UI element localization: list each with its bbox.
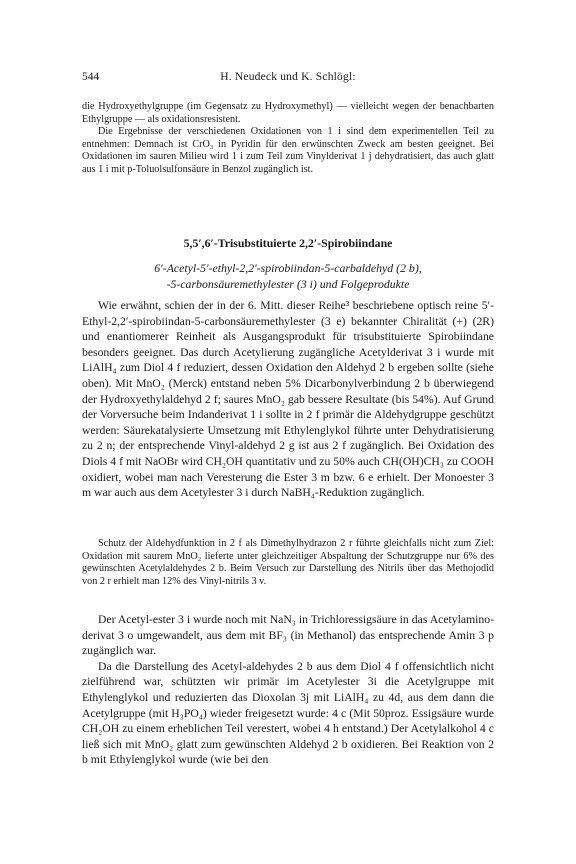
body-paragraph: Da die Darstellung des Acetyl-aldehydes 2 b aus dem Diol 4 f offensichtlich nicht zielführend war, schützten wir primär im Acetylester 3i die Acetylgruppe mit Ethylenglykol und reduzierten das Dioxolan 3j mit LiAlH₄ zu 4d, aus dem dann die Acetylgruppe (mit H₃PO₄) wieder freigesetzt wurde: 4 c (Mit 50proz. Essigsäure wurde CH₂OH zu einem erheblichen Teil verestert, wobei 4 h entstand.) Der Acetylalkohol 4 c ließ sich mit MnO₂ glatt zum gewünschten Aldehyd 2 b oxidieren. Bei Reaktion von 2 b mit Ethylenglykol wurde (wie bei den [82, 659, 494, 767]
note-paragraph: Schutz der Aldehydfunktion in 2 f als Dimethylhydrazon 2 r führte gleichfalls nicht zum Ziel: Oxidation mit saurem MnO₂ lieferte unter gleichzeitiger Abspaltung der Schutzgruppe nur 6% des gewünschten Acetylaldehydes 2 b. Beim Versuch zur Darstellung des Nitrils über das Methojodid von 2 r erhielt man 12% des Vinyl-nitrils 3 v. [82, 538, 494, 587]
section-title: 5,5′,6′-Trisubstituierte 2,2′-Spirobiindane [183, 236, 393, 250]
intro-paragraph: Die Ergebnisse der verschiedenen Oxidationen von 1 i sind dem experimentellen Teil zu entnehmen: Demnach ist CrO₃ in Pyridin für den erwünschten Zweck am besten geeignet. Bei Oxidationen im sauren Milieu wird 1 i zum Teil zum Vinylderivat 1 j dehydratisiert, das auch glatt aus 1 i mit p-Toluolsulfonsäure in Benzol zugänglich ist. [82, 126, 494, 175]
body-paragraph: Der Acetyl-ester 3 i wurde noch mit NaN₃ in Trichloressigsäure in das Acetylamino-derivat 3 o umgewandelt, aus dem mit BF₃ (in Methanol) das entsprechende Amin 3 p zugänglich war. [82, 613, 494, 658]
intro-text [82, 101, 494, 177]
main-text [82, 298, 494, 501]
page-header [82, 71, 494, 87]
small-print-note [82, 538, 494, 588]
main-paragraph: Wie erwähnt, schien der in der 6. Mitt. dieser Reihe³ beschriebene optisch reine 5′-Ethyl-2,2′-spirobiindan-5-carbonsäuremethylester (3 e) bekannter Chiralität (+) (2R) und enantiomerer Reinheit als Ausgangsprodukt für trisubstituierte Spirobiindane besonders geeignet. Das durch Acetylierung zugängliche Acetylderivat 3 i wurde mit LiAlH₄ zum Diol 4 f reduziert, dessen Oxidation den Aldehyd 2 b ergeben sollte (siehe oben). Mit MnO₂ (Merck) entstand neben 5% Dicarbonylverbindung 2 b überwiegend der Hydroxyethylaldehyd 2 f; saures MnO₂ gab bessere Resultate (bis 54%). Auf Grund der Vorversuche beim Indanderivat 1 i sollte in 2 f primär die Aldehydgruppe geschützt werden: Säurekatalysierte Umsetzung mit Ethylenglykol führte unter Dehydratisierung zu 2 n; der entsprechende Vinyl-aldehyd 2 g ist aus 2 f zugänglich. Bei Oxidation des Diols 4 f mit NaOBr wird CH₂OH quantitativ und zu 50% auch CH(OH)CH₃ zu COOH oxidiert, wobei man nach Veresterung die Ester 3 m bzw. 6 e erhielt. Der Monoester 3 m war auch aus dem Acetylester 3 i durch NaBH₄-Reduktion zugänglich. [82, 299, 494, 500]
subtitle-line: 6′-Acetyl-5′-ethyl-2,2′-spirobiindan-5-carbaldehyd (2 b), [154, 261, 422, 275]
page-number: 544 [82, 71, 100, 83]
subtitle-line: -5-carbonsäuremethylester (3 i) und Folgeprodukte [166, 276, 410, 291]
intro-paragraph: die Hydroxyethylgruppe (im Gegensatz zu Hydroxymethyl) — vielleicht wegen der benachbarten Ethylgruppe — als oxidationsresistent. [82, 101, 494, 125]
running-head: H. Neudeck und K. Schlögl: [220, 71, 356, 83]
continued-text [82, 612, 494, 768]
section-subtitle [82, 261, 494, 292]
